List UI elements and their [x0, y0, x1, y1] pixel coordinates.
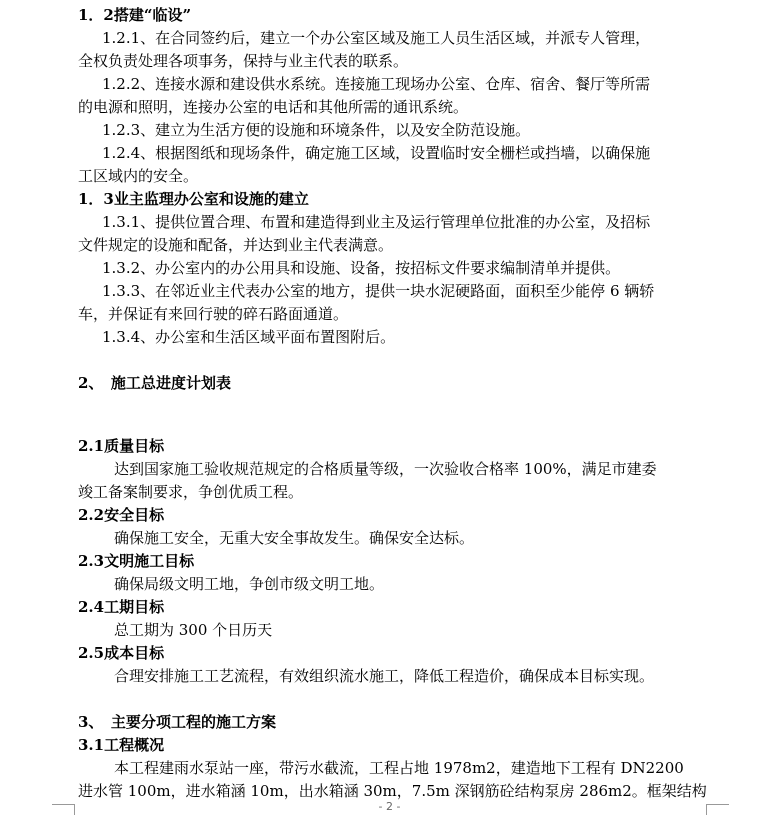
paragraph-line: 工区域内的安全。	[78, 167, 199, 185]
paragraph-line: 1.3.3、在邻近业主代表办公室的地方，提供一块水泥硬路面，面积至少能停 6 辆轿	[102, 282, 655, 300]
paragraph-line: 进水管 100m，进水箱涵 10m，出水箱涵 30m，7.5m 深钢筋砼结构泵房 286m2。框架结构	[78, 782, 707, 800]
paragraph-line: 车，并保证有来回行驶的碎石路面通道。	[78, 305, 349, 323]
goal-heading-cost: 2.5成本目标	[78, 644, 165, 662]
chapter-heading-3: 3、 主要分项工程的施工方案	[78, 713, 276, 731]
paragraph-line: 1.3.4、办公室和生活区域平面布置图附后。	[102, 328, 396, 346]
paragraph-line: 1.2.3、建立为生活方便的设施和环境条件，以及安全防范设施。	[102, 121, 531, 139]
paragraph-line: 合理安排施工工艺流程，有效组织流水施工，降低工程造价，确保成本目标实现。	[114, 667, 655, 685]
paragraph-line: 总工期为 300 个日历天	[114, 621, 273, 639]
section-heading-1-2: 1．2搭建“临设”	[78, 6, 192, 24]
paragraph-line: 1.2.1、在合同签约后，建立一个办公室区域及施工人员生活区域，并派专人管理，	[102, 29, 651, 47]
paragraph-line: 本工程建雨水泵站一座，带污水截流，工程占地 1978m2，建造地下工程有 DN2200	[114, 759, 684, 777]
paragraph-line: 确保施工安全，无重大安全事故发生。确保安全达标。	[114, 529, 475, 547]
spacer	[78, 395, 740, 435]
paragraph-line: 确保局级文明工地，争创市级文明工地。	[114, 575, 385, 593]
page-number: - 2 -	[378, 800, 401, 813]
paragraph-line: 的电源和照明，连接办公室的电话和其他所需的通讯系统。	[78, 98, 469, 116]
paragraph-line: 文件规定的设施和配备，并达到业主代表满意。	[78, 236, 394, 254]
goal-heading-quality: 2.1质量目标	[78, 437, 165, 455]
goal-heading-civilized: 2.3文明施工目标	[78, 552, 195, 570]
goal-heading-safety: 2.2安全目标	[78, 506, 165, 524]
document-body	[78, 4, 740, 803]
paragraph-line: 达到国家施工验收规范规定的合格质量等级，一次验收合格率 100%，满足市建委	[114, 460, 657, 478]
chapter-heading-2: 2、 施工总进度计划表	[78, 374, 231, 392]
goal-heading-schedule: 2.4工期目标	[78, 598, 165, 616]
paragraph-line: 全权负责处理各项事务，保持与业主代表的联系。	[78, 52, 409, 70]
paragraph-line: 1.3.2、办公室内的办公用具和设施、设备，按招标文件要求编制清单并提供。	[102, 259, 621, 277]
paragraph-line: 1.2.4、根据图纸和现场条件，确定施工区域，设置临时安全栅栏或挡墙，以确保施	[102, 144, 651, 162]
spacer	[78, 688, 740, 711]
sub-heading-3-1: 3.1工程概况	[78, 736, 165, 754]
paragraph-line: 1.3.1、提供位置合理、布置和建造得到业主及运行管理单位批准的办公室，及招标	[102, 213, 651, 231]
section-heading-1-3: 1．3业主监理办公室和设施的建立	[78, 190, 309, 208]
paragraph-line: 竣工备案制要求，争创优质工程。	[78, 483, 304, 501]
paragraph-line: 1.2.2、连接水源和建设供水系统。连接施工现场办公室、仓库、宿舍、餐厅等所需	[102, 75, 651, 93]
spacer	[78, 349, 740, 372]
